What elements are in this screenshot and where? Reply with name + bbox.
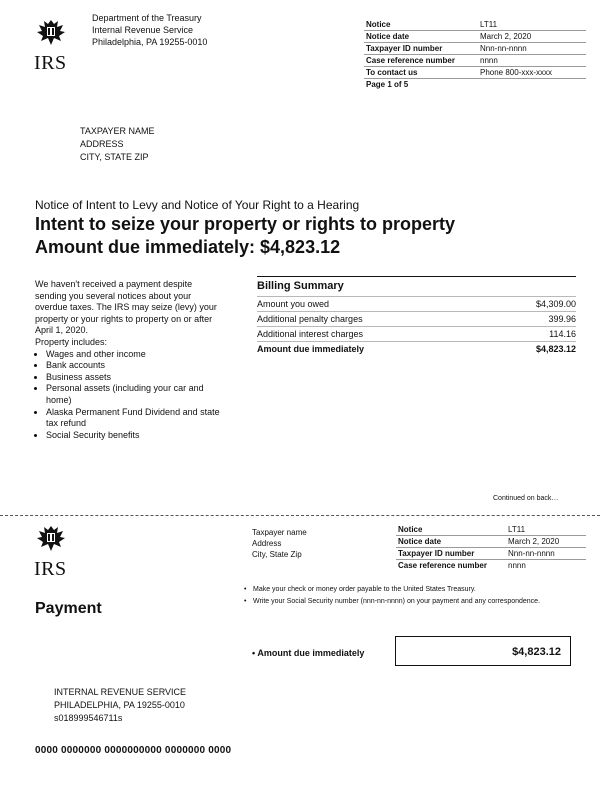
list-item: • Alaska Permanent Fund Dividend and state tax refund	[46, 407, 221, 430]
remit-line: PHILADELPHIA, PA 19255-0010	[54, 700, 185, 710]
scan-line: 0000 0000000 0000000000 0000000 0000	[35, 745, 232, 756]
notice-row	[364, 19, 586, 31]
billing-row	[257, 327, 576, 342]
levy-paragraph: We haven't received a payment despite sending you several notices about your overdue taxes. The IRS may seize (levy) your property or your rights to property on or after April 1, 2020.	[35, 279, 217, 336]
payment-taxpayer	[252, 527, 307, 560]
payment-instructions	[244, 584, 544, 608]
recipient-name: TAXPAYER NAME	[80, 126, 155, 136]
notice-label: Taxpayer ID number	[396, 548, 506, 560]
property-list	[35, 349, 221, 442]
sender-line: Department of the Treasury	[92, 13, 202, 23]
bullet-icon: •	[244, 586, 247, 593]
notice-label: Taxpayer ID number	[364, 43, 478, 55]
recipient-address	[80, 125, 155, 164]
amount-due-box	[395, 636, 571, 666]
notice-value: Phone 800-xxx-xxxx	[478, 67, 586, 79]
billing-summary	[257, 276, 576, 356]
notice-subtitle: Notice of Intent to Levy and Notice of Your Right to a Hearing	[35, 198, 360, 212]
instruction-text: Write your Social Security number (nnn-nn-nnnn) on your payment and any correspondence.	[253, 598, 541, 605]
billing-total-row	[257, 342, 576, 357]
billing-value: 399.96	[489, 312, 576, 327]
recipient-city: CITY, STATE ZIP	[80, 152, 149, 162]
notice-value: nnnn	[508, 561, 526, 570]
notice-row	[396, 536, 586, 548]
taxpayer-address: Address	[252, 539, 282, 548]
bullet-icon: •	[252, 648, 256, 658]
list-item: • Bank accounts	[46, 360, 221, 372]
billing-label: Amount due immediately	[257, 344, 365, 354]
billing-row	[257, 297, 576, 312]
billing-value: $4,309.00	[489, 297, 576, 312]
list-item: • Wages and other income	[46, 349, 221, 361]
payment-title: Payment	[35, 600, 102, 617]
property-intro: Property includes:	[35, 336, 108, 347]
billing-table	[257, 297, 576, 356]
irs-eagle-icon	[34, 524, 68, 554]
notice-value: nnnn	[478, 55, 586, 67]
billing-value: 114.16	[489, 327, 576, 342]
remit-line: s018999546711s	[54, 713, 123, 723]
amount-due-label: Amount due immediately	[257, 648, 365, 658]
list-item: • Business assets	[46, 372, 221, 384]
notice-row	[364, 67, 586, 79]
bullet-icon: •	[244, 598, 247, 605]
notice-row	[364, 31, 586, 43]
notice-label: Notice date	[364, 31, 478, 43]
notice-row	[396, 548, 586, 560]
notice-value	[478, 79, 586, 91]
billing-value: $4,823.12	[535, 344, 576, 354]
taxpayer-city: City, State Zip	[252, 550, 302, 559]
amount-due-label-row	[252, 648, 364, 658]
sender-line: Internal Revenue Service	[92, 25, 194, 35]
billing-label: Additional interest charges	[257, 327, 489, 342]
irs-logo	[34, 18, 74, 73]
notice-label: Notice date	[396, 536, 506, 548]
notice-label: Case reference number	[364, 55, 478, 67]
instruction-text: Make your check or money order payable to the United States Treasury.	[253, 586, 476, 593]
notice-label: Notice	[396, 524, 506, 536]
billing-label: Additional penalty charges	[257, 312, 489, 327]
billing-label: Amount you owed	[257, 297, 489, 312]
notice-value: Nnn-nn-nnnn	[506, 548, 586, 560]
notice-value: Nnn-nn-nnnn	[478, 43, 586, 55]
notice-label: Case reference number	[398, 561, 487, 570]
remit-address	[54, 686, 186, 725]
notice-value: LT11	[506, 524, 586, 536]
sender-address	[92, 12, 207, 48]
taxpayer-name: Taxpayer name	[252, 528, 307, 537]
notice-value: March 2, 2020	[506, 536, 586, 548]
notice-row	[396, 560, 586, 572]
amount-due-value: $4,823.12	[512, 646, 561, 658]
continued-note: Continued on back…	[493, 495, 559, 502]
irs-logo	[34, 524, 74, 579]
instruction-item	[244, 584, 544, 596]
notice-value: LT11	[478, 19, 586, 31]
page-number: Page 1 of 5	[366, 80, 409, 89]
payment-info-table	[396, 524, 586, 571]
notice-row	[364, 79, 586, 91]
notice-row	[364, 55, 586, 67]
notice-label: To contact us	[364, 67, 478, 79]
notice-row	[396, 524, 586, 536]
tear-line	[0, 515, 600, 516]
notice-label: Notice	[364, 19, 478, 31]
irs-eagle-icon	[34, 18, 68, 48]
amount-due-headline: Amount due immediately: $4,823.12	[35, 237, 341, 257]
body-text	[35, 279, 221, 441]
irs-wordmark: IRS	[34, 52, 67, 74]
notice-row	[364, 43, 586, 55]
sender-line: Philadelphia, PA 19255-0010	[92, 37, 208, 47]
notice-value: March 2, 2020	[478, 31, 586, 43]
billing-title: Billing Summary	[257, 277, 576, 297]
list-item: • Social Security benefits	[46, 430, 221, 442]
remit-line: INTERNAL REVENUE SERVICE	[54, 687, 187, 697]
instruction-item	[244, 596, 544, 608]
recipient-street: ADDRESS	[80, 139, 124, 149]
notice-info-table	[364, 19, 586, 90]
headline: Intent to seize your property or rights to property	[35, 214, 456, 234]
irs-wordmark: IRS	[34, 558, 67, 580]
list-item: • Personal assets (including your car and home)	[46, 383, 221, 406]
billing-row	[257, 312, 576, 327]
